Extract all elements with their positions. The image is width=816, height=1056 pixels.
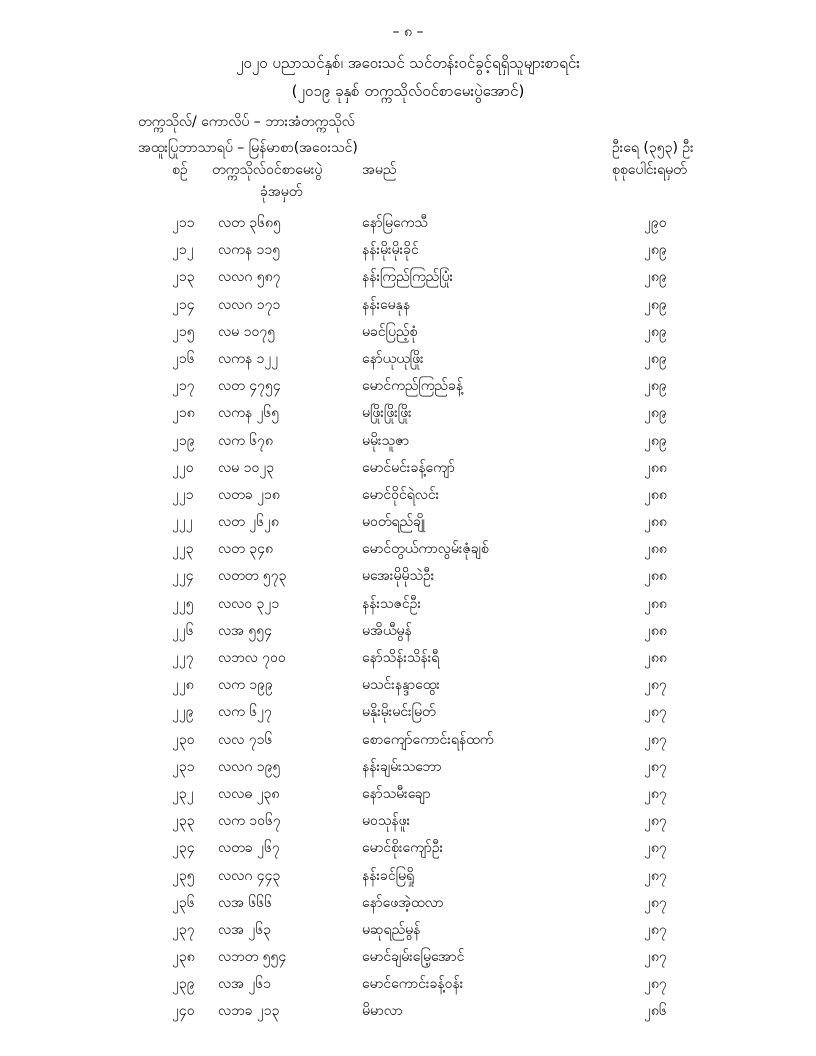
total-score: ၂၈၇ — [644, 813, 667, 830]
total-score: ၂၈၉ — [644, 296, 667, 313]
student-name: မောင်ကောင်းခန့်ဝန်း — [362, 976, 464, 993]
total-score: ၂၈၇ — [644, 731, 667, 748]
row-number: ၂၁၆ — [172, 350, 195, 367]
total-score: ၂၈၉ — [644, 323, 667, 340]
row-number: ၂၁၁ — [172, 215, 195, 231]
total-score: ၂၈၈ — [644, 622, 667, 639]
student-name: မောင်စိုးကျော်ဦး — [362, 840, 444, 857]
roll-number: လကန ၁၁၅ — [218, 242, 281, 259]
roll-number: လဘလ ၇၀၀ — [218, 650, 286, 666]
roll-number: လကန ၂၆၅ — [218, 405, 280, 422]
column-header-roll: တက္ကသိုလ်ဝင်စာမေးပွဲ — [212, 162, 323, 178]
student-name: မဝတ်ရည်ချို — [362, 514, 426, 531]
roll-number: လက ၁၉၉ — [218, 677, 273, 694]
document-subtitle: (၂၀၁၉ ခုနှစ် တက္ကသိုလ်ဝင်စာမေးပွဲအောင်) — [291, 82, 525, 100]
student-name: နော်သမီးချော — [362, 785, 431, 802]
row-number: ၂၃၃ — [172, 813, 195, 830]
roll-number: လအ ၂၆၃ — [218, 921, 272, 938]
student-name: မအေးမိုမိုသဲဦး — [362, 568, 435, 585]
student-name: မဖြိုးဖြိုးဖြိုး — [362, 405, 412, 422]
student-name: မောင်ကည်ကြည်ခန့် — [362, 378, 464, 395]
student-name: မောင်တွယ်ကာလွမ်းဇုံချစ် — [362, 541, 489, 558]
row-number: ၂၂၆ — [172, 622, 194, 639]
table-row — [0, 616, 816, 643]
table-row — [0, 725, 816, 752]
roll-number: လတ ၄၇၅၄ — [218, 378, 281, 395]
student-name: နန်းချမ်းသဘော — [362, 758, 442, 775]
total-score: ၂၈၇ — [644, 677, 667, 694]
student-name: နန်းကြည်ကြည်ပြုံး — [362, 269, 454, 286]
roll-number: လအ ၅၅၄ — [218, 622, 273, 639]
table-row — [0, 752, 816, 779]
row-number: ၂၂၁ — [172, 486, 194, 503]
row-number: ၂၃၂ — [172, 785, 194, 802]
roll-number: လက ၆၇၈ — [218, 432, 274, 449]
total-score: ၂၈၈ — [644, 568, 667, 585]
table-row — [0, 589, 816, 616]
total-score: ၂၈၇ — [644, 867, 667, 884]
roll-number: လတခ ၂၆၇ — [218, 840, 280, 857]
table-row — [0, 861, 816, 888]
student-name: မဆုရည်မွန် — [362, 921, 421, 938]
roll-number: လတခ ၂၁၈ — [218, 486, 280, 503]
document-title: ၂၀၂၀ ပညာသင်နှစ်၊ အဝေးသင် သင်တန်းဝင်ခွင့်ရရှိသူများစာရင်း — [236, 54, 580, 72]
total-score: ၂၈၈ — [644, 541, 667, 558]
table-row — [0, 262, 816, 289]
row-number: ၂၁၅ — [172, 323, 195, 340]
row-number: ၂၃၅ — [172, 867, 195, 884]
roll-number: လလ ၇၁၆ — [218, 731, 273, 748]
total-score: ၂၈၇ — [644, 758, 667, 775]
row-number: ၂၃၇ — [172, 921, 195, 938]
student-name: မောင်ချမ်းမြေ့အောင် — [362, 949, 465, 966]
student-name: နန်းမေနုန — [362, 296, 411, 313]
student-name: နန်းခင်မြရှို — [362, 867, 415, 884]
table-row — [0, 915, 816, 942]
row-number: ၂၁၂ — [172, 242, 194, 259]
row-number: ၂၄၀ — [172, 1003, 195, 1020]
total-score: ၂၈၈ — [644, 459, 667, 476]
column-header-no: စဉ် — [172, 162, 188, 178]
row-number: ၂၂၄ — [172, 568, 194, 585]
table-row — [0, 833, 816, 860]
total-score: ၂၈၇ — [644, 921, 667, 938]
table-row — [0, 561, 816, 588]
total-score: ၂၈၈ — [644, 514, 667, 531]
row-number: ၂၂၀ — [172, 459, 194, 476]
student-name: စောကျော်ကောင်းရန်ထက် — [362, 731, 494, 748]
total-score: ၂၈၆ — [644, 1003, 667, 1020]
total-score: ၂၈၇ — [644, 840, 667, 857]
table-row — [0, 507, 816, 534]
table-row — [0, 697, 816, 724]
row-number: ၂၃၀ — [172, 731, 195, 748]
table-row — [0, 290, 816, 317]
roll-number: လတ ၃၆၈၅ — [218, 215, 281, 231]
total-score: ၂၉၀ — [644, 215, 667, 231]
student-name: မောင်ဝိုင်ရဲလင်း — [362, 486, 440, 503]
roll-number: လက ၆၂၇ — [218, 704, 272, 721]
roll-number: လလဂ ၁၉၅ — [218, 758, 281, 775]
table-row — [0, 480, 816, 507]
row-number: ၂၂၂ — [172, 514, 193, 531]
table-row — [0, 398, 816, 425]
total-score: ၂၈၈ — [644, 650, 667, 666]
student-name: နော်ယုယုဖြိုး — [362, 350, 424, 367]
university-label: တက္ကသိုလ်/ ကောလိပ် – ဘားအံတက္ကသိုလ် — [138, 114, 355, 130]
total-score: ၂၈၇ — [644, 894, 667, 911]
roll-number: လမ ၁၀၇၅ — [218, 323, 276, 340]
row-number: ၂၃၆ — [172, 894, 195, 911]
row-number: ၂၂၅ — [172, 595, 194, 612]
row-number: ၂၃၁ — [172, 758, 195, 775]
total-score: ၂၈၉ — [644, 350, 667, 367]
student-name: မဝသုန်ဖူး — [362, 813, 411, 830]
student-name: နန်းသဇင်ဦး — [362, 595, 421, 612]
student-name: မသင်းနန္ဒာထွေး — [362, 677, 440, 694]
table-row — [0, 779, 816, 806]
table-row — [0, 888, 816, 915]
roll-number: လလဂ ၄၄၃ — [218, 867, 281, 884]
roll-number: လဘခ ၂၁၃ — [218, 1003, 280, 1020]
row-number: ၂၁၇ — [172, 378, 195, 395]
student-name: မခင်ပြည့်စုံ — [362, 323, 418, 340]
table-row — [0, 996, 816, 1023]
student-name: မိမာလာ — [362, 1003, 403, 1020]
table-row — [0, 235, 816, 262]
row-number: ၂၂၃ — [172, 541, 194, 558]
table-row — [0, 643, 816, 670]
row-number: ၂၂၇ — [172, 650, 194, 666]
results-table — [0, 208, 816, 1024]
roll-number: လတ ၂၆၂၈ — [218, 514, 279, 531]
student-count: ဦးရေ (၃၅၃) ဦး — [612, 140, 694, 156]
roll-number: လမ ၁၀၂၃ — [218, 459, 275, 476]
row-number: ၂၃၈ — [172, 949, 195, 966]
roll-number: လအ ၆၆၆ — [218, 894, 273, 911]
row-number: ၂၃၄ — [172, 840, 195, 857]
roll-number: လအ ၂၆၁ — [218, 976, 272, 993]
row-number: ၂၂၈ — [172, 677, 194, 694]
total-score: ၂၈၉ — [644, 269, 667, 286]
total-score: ၂၈၉ — [644, 432, 667, 449]
student-name: နော်ဖေအဲ့ထလာ — [362, 894, 444, 911]
table-row — [0, 426, 816, 453]
row-number: ၂၁၈ — [172, 405, 195, 422]
student-name: နော်မြကေသီ — [362, 215, 428, 231]
student-name: မအိယီမွန် — [362, 622, 412, 639]
table-row — [0, 344, 816, 371]
roll-number: လဘတ ၅၅၄ — [218, 949, 287, 966]
roll-number: လကန ၁၂၂ — [218, 350, 279, 367]
roll-number: လက ၁၀၆၇ — [218, 813, 281, 830]
roll-number: လလဂ ၁၇၁ — [218, 296, 281, 313]
table-row — [0, 806, 816, 833]
roll-number: လလဂ ၅၈၇ — [218, 269, 281, 286]
row-number: ၂၂၉ — [172, 704, 194, 721]
column-header-roll-line2: ခုံအမှတ် — [260, 184, 303, 200]
roll-number: လလဝ ၃၂၁ — [218, 595, 280, 612]
total-score: ၂၈၈ — [644, 595, 667, 612]
row-number: ၂၁၃ — [172, 269, 195, 286]
total-score: ၂၈၈ — [644, 486, 667, 503]
total-score: ၂၈၉ — [644, 378, 667, 395]
table-row — [0, 942, 816, 969]
row-number: ၂၃၉ — [172, 976, 195, 993]
roll-number: လလဓ ၂၃၈ — [218, 785, 280, 802]
column-header-name: အမည် — [362, 162, 397, 178]
student-name: နန်းမိုးမိုးခိုင် — [362, 242, 419, 259]
student-name: မောင်မင်းခန့်ကျော် — [362, 459, 455, 476]
column-header-total: စုစုပေါင်းရမှတ် — [612, 162, 687, 178]
student-name: မမိုးသူဇာ — [362, 432, 410, 449]
table-row — [0, 371, 816, 398]
total-score: ၂၈၇ — [644, 704, 667, 721]
table-row — [0, 453, 816, 480]
total-score: ၂၈၇ — [644, 949, 667, 966]
total-score: ၂၈၇ — [644, 785, 667, 802]
total-score: ၂၈၉ — [644, 405, 667, 422]
table-row — [0, 208, 816, 235]
row-number: ၂၁၄ — [172, 296, 195, 313]
subject-label: အထူးပြုဘာသာရပ် – မြန်မာစာ(အဝေးသင်) — [138, 140, 358, 156]
table-row — [0, 317, 816, 344]
table-row — [0, 534, 816, 561]
total-score: ၂၈၉ — [644, 242, 667, 259]
page-number: – ၈ – — [392, 24, 424, 40]
roll-number: လတ ၃၄၈ — [218, 541, 273, 558]
row-number: ၂၁၉ — [172, 432, 195, 449]
student-name: မနိုးမိုးမင်းမြတ် — [362, 704, 436, 721]
table-row — [0, 670, 816, 697]
table-row — [0, 969, 816, 996]
total-score: ၂၈၇ — [644, 976, 667, 993]
roll-number: လတတ ၅၇၃ — [218, 568, 287, 585]
student-name: နော်သိန်းသိန်းရီ — [362, 650, 440, 666]
